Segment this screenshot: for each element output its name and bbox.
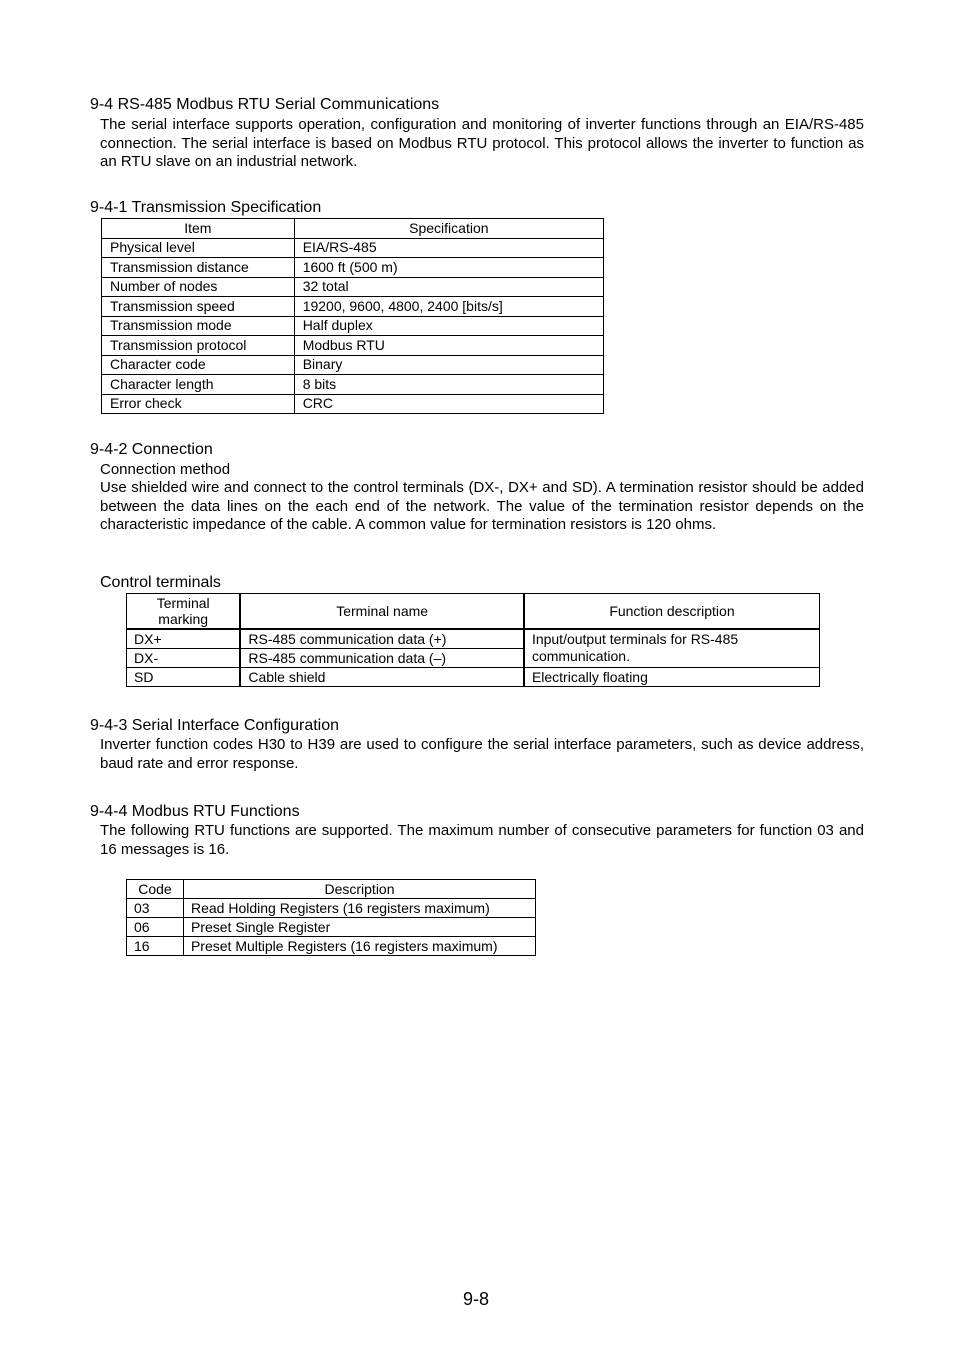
description-cell: Preset Multiple Registers (16 registers maximum): [183, 937, 535, 956]
spec-cell: CRC: [294, 394, 603, 414]
header-cell-name: Terminal name: [240, 594, 524, 630]
header-marking-line2: marking: [158, 611, 209, 627]
table-row: [127, 937, 536, 956]
table-row: [102, 355, 604, 375]
item-cell: Character code: [102, 355, 295, 375]
marking-cell: DX-: [127, 649, 241, 668]
table-row: [127, 899, 536, 918]
item-cell: Character length: [102, 375, 295, 395]
connection-method-label: Connection method: [100, 461, 231, 478]
section-title: 9-4 RS-485 Modbus RTU Serial Communications: [90, 96, 440, 113]
item-cell: Transmission protocol: [102, 336, 295, 356]
spec-cell: Binary: [294, 355, 603, 375]
serial-config-text: Inverter function codes H30 to H39 are used to configure the serial interface parameters, such as device address, baud rate and error response.: [100, 736, 864, 772]
spec-cell: EIA/RS-485: [294, 238, 603, 258]
connection-method-text: Use shielded wire and connect to the control terminals (DX-, DX+ and SD). A termination resistor should be added between the data lines on the each end of the network. The value of the termination resistor depends on the characteristic impedance of the cable. A common value for termination resistors is 120 ohms.: [100, 479, 864, 533]
transmission-title: 9-4-1 Transmission Specification: [90, 199, 322, 216]
name-cell: Cable shield: [240, 668, 524, 687]
function-cell: Input/output terminals for RS-485 communication.: [524, 629, 820, 668]
table-row: [102, 297, 604, 317]
header-cell: Item: [102, 219, 295, 239]
section-intro: The serial interface supports operation, configuration and monitoring of inverter functions through an EIA/RS-485 connection. The serial interface is based on Modbus RTU protocol. This protocol allows the inverter to function as an RTU slave on an industrial network.: [100, 116, 864, 170]
spec-cell: 8 bits: [294, 375, 603, 395]
rtu-functions-text: The following RTU functions are supported. The maximum number of consecutive parameters for function 03 and 16 messages is 16.: [100, 822, 864, 858]
code-cell: 16: [127, 937, 184, 956]
rtu-functions-title: 9-4-4 Modbus RTU Functions: [90, 803, 300, 820]
control-terminals-label: Control terminals: [100, 574, 221, 591]
table-row: [102, 277, 604, 297]
spec-cell: 19200, 9600, 4800, 2400 [bits/s]: [294, 297, 603, 317]
table-header-row: [102, 219, 604, 239]
marking-cell: DX+: [127, 629, 241, 649]
table-row: [102, 375, 604, 395]
item-cell: Physical level: [102, 238, 295, 258]
description-cell: Read Holding Registers (16 registers maximum): [183, 899, 535, 918]
table-row: [102, 258, 604, 278]
description-cell: Preset Single Register: [183, 918, 535, 937]
item-cell: Number of nodes: [102, 277, 295, 297]
code-cell: 03: [127, 899, 184, 918]
table-row: [127, 629, 820, 649]
table-row: [102, 394, 604, 414]
serial-config-title: 9-4-3 Serial Interface Configuration: [90, 717, 340, 734]
table-row: [102, 336, 604, 356]
header-cell-description: Description: [183, 880, 535, 899]
header-cell-code: Code: [127, 880, 184, 899]
table-row: [102, 238, 604, 258]
table-row: [127, 918, 536, 937]
spec-cell: Half duplex: [294, 316, 603, 336]
header-cell-function: Function description: [524, 594, 820, 630]
header-cell: Specification: [294, 219, 603, 239]
marking-cell: SD: [127, 668, 241, 687]
header-marking-line1: Terminal: [156, 595, 210, 611]
item-cell: Transmission distance: [102, 258, 295, 278]
name-cell: RS-485 communication data (+): [240, 629, 524, 649]
control-terminals-table: [126, 593, 820, 687]
connection-title: 9-4-2 Connection: [90, 441, 213, 458]
function-cell: Electrically floating: [524, 668, 820, 687]
rtu-functions-table: [126, 879, 536, 956]
table-row: [102, 316, 604, 336]
table-header-row: [127, 594, 820, 630]
transmission-spec-table: [101, 218, 604, 414]
spec-cell: Modbus RTU: [294, 336, 603, 356]
name-cell: RS-485 communication data (–): [240, 649, 524, 668]
page-number: 9-8: [463, 1289, 490, 1309]
item-cell: Transmission mode: [102, 316, 295, 336]
item-cell: Transmission speed: [102, 297, 295, 317]
table-row: [127, 668, 820, 687]
spec-cell: 1600 ft (500 m): [294, 258, 603, 278]
header-cell-marking: [127, 594, 241, 630]
code-cell: 06: [127, 918, 184, 937]
spec-cell: 32 total: [294, 277, 603, 297]
item-cell: Error check: [102, 394, 295, 414]
table-header-row: [127, 880, 536, 899]
